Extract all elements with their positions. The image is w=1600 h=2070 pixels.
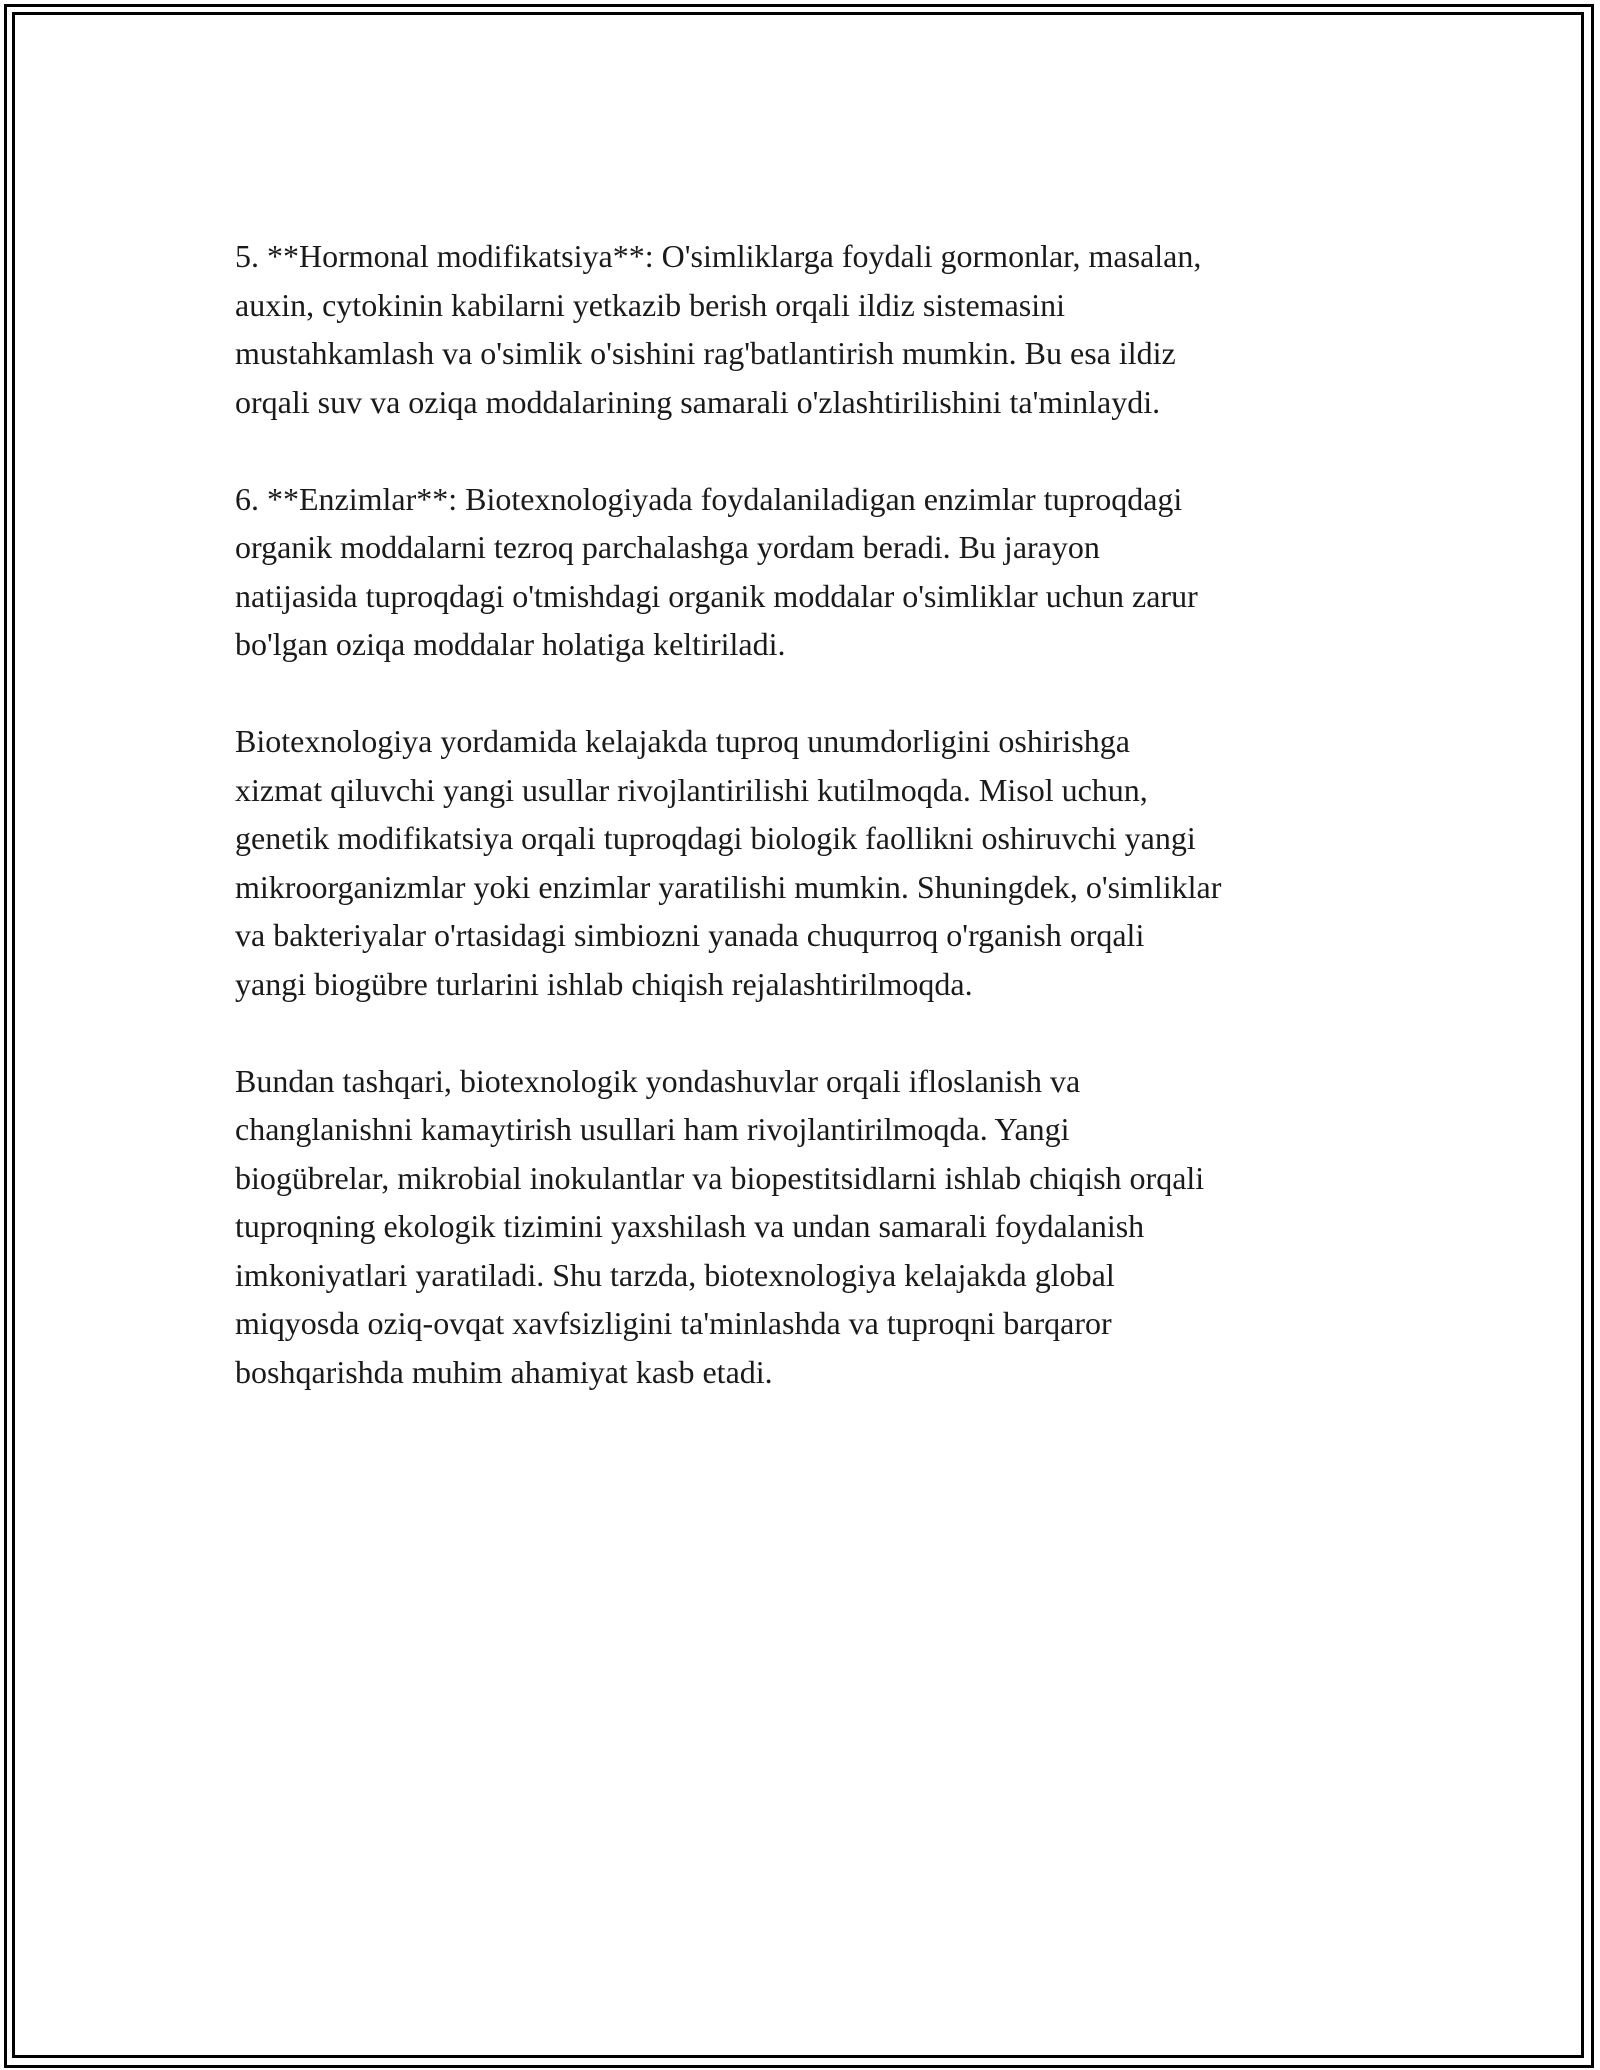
text-line: yangi biogübre turlarini ishlab chiqish rejalashtirilmoqda.: [235, 965, 973, 1002]
paragraph-hormonal-modification: [235, 232, 1375, 426]
paragraph-enzymes: [235, 475, 1375, 669]
text-line: organik moddalarni tezroq parchalashga yordam beradi. Bu jarayon: [235, 529, 1100, 565]
text-line: Bundan tashqari, biotexnologik yondashuvlar orqali ifloslanish va: [235, 1062, 1081, 1099]
text-line: biogübrelar, mikrobial inokulantlar va biopestitsidlarni ishlab chiqish orqali: [235, 1159, 1205, 1196]
text-line: imkoniyatlari yaratiladi. Shu tarzda, biotexnologiya kelajakda global: [235, 1256, 1115, 1293]
text-line: miqyosda oziq-ovqat xavfsizligini ta'minlashda va tuproqni barqaror: [235, 1305, 1112, 1341]
text-line: va bakteriyalar o'rtasidagi simbiozni yanada chuqurroq o'rganish orqali: [235, 917, 1145, 953]
paragraph-future-methods: [235, 717, 1375, 1008]
text-line: tuproqning ekologik tizimini yaxshilash va undan samarali foydalanish: [235, 1208, 1145, 1244]
paragraph-conclusion: [235, 1057, 1375, 1397]
text-line: 5. **Hormonal modifikatsiya**: O'simliklarga foydali gormonlar, masalan,: [235, 238, 1202, 274]
text-line: mustahkamlash va o'simlik o'sishini rag'batlantirish mumkin. Bu esa ildiz: [235, 335, 1176, 371]
text-line: auxin, cytokinin kabilarni yetkazib berish orqali ildiz sistemasini: [235, 286, 1066, 323]
text-line: orqali suv va oziqa moddalarining samarali o'zlashtirilishini ta'minlaydi.: [235, 383, 1161, 420]
text-line: 6. **Enzimlar**: Biotexnologiyada foydalaniladigan enzimlar tuproqdagi: [235, 480, 1183, 517]
text-line: mikroorganizmlar yoki enzimlar yaratilishi mumkin. Shuningdek, o'simliklar: [235, 868, 1222, 905]
document-body: [235, 232, 1375, 1445]
text-line: Biotexnologiya yordamida kelajakda tuproq unumdorligini oshirishga: [235, 723, 1130, 759]
text-line: genetik modifikatsiya orqali tuproqdagi biologik faollikni oshiruvchi yangi: [235, 820, 1196, 856]
text-line: changlanishni kamaytirish usullari ham rivojlantirilmoqda. Yangi: [235, 1111, 1070, 1147]
text-line: bo'lgan oziqa moddalar holatiga keltiriladi.: [235, 626, 786, 662]
text-line: boshqarishda muhim ahamiyat kasb etadi.: [235, 1353, 773, 1390]
text-line: xizmat qiluvchi yangi usullar rivojlantirilishi kutilmoqda. Misol uchun,: [235, 771, 1148, 808]
text-line: natijasida tuproqdagi o'tmishdagi organik moddalar o'simliklar uchun zarur: [235, 577, 1198, 614]
